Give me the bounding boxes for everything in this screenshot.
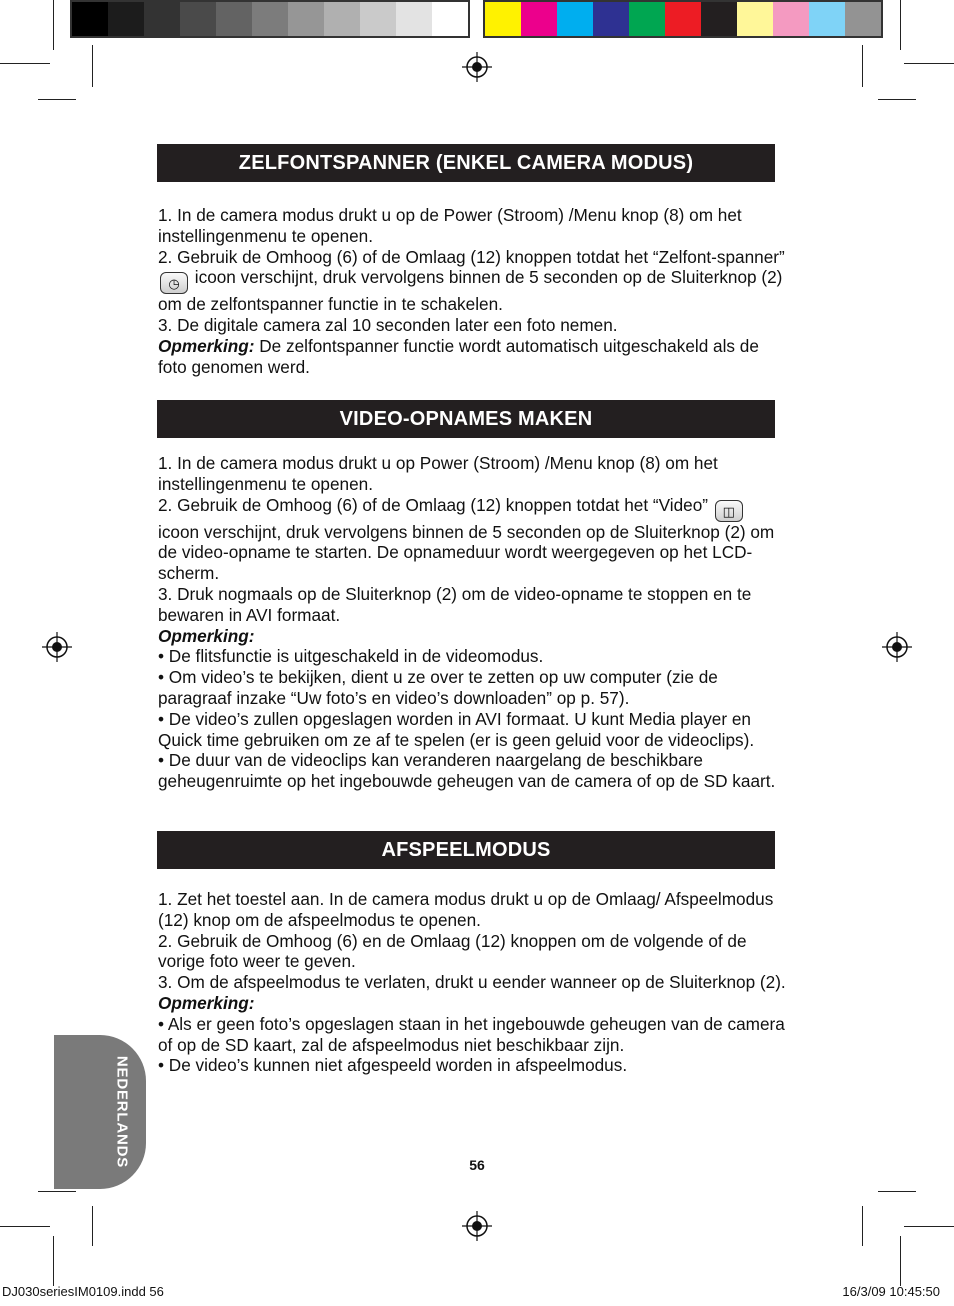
paragraph: 2. Gebruik de Omhoog (6) of de Omlaag (12) knoppen totdat het “Video” ◫ icoon verschijnt, druk vervolgens binnen de 5 seconden op de Sluiterknop (2) om de video-opname te starten. De opnameduur wordt weergegeven op het LCD-scherm. [158, 494, 775, 584]
bullet: • De duur van de videoclips kan veranderen naargelang de beschikbare geheugenruimte op het ingebouwde geheugen van de camera of op de SD kaart. [158, 750, 776, 792]
color-swatch [324, 2, 360, 36]
paragraph: 3. De digitale camera zal 10 seconden later een foto nemen. [158, 315, 618, 336]
language-tab-label: NEDERLANDS [113, 1055, 131, 1169]
color-swatch [521, 2, 557, 36]
color-swatch [665, 2, 701, 36]
color-swatch [845, 2, 881, 36]
bullet: • De video’s kunnen niet afgespeeld worden in afspeelmodus. [158, 1055, 628, 1076]
note-label: Opmerking: [158, 625, 255, 646]
paragraph: 1. In de camera modus drukt u op Power (Stroom) /Menu knop (8) om het instellingenmenu te openen. [158, 453, 718, 494]
paragraph: 2. Gebruik de Omhoog (6) en de Omlaag (12) knoppen om de volgende of de vorige foto weer te geven. [158, 930, 747, 972]
paragraph: 2. Gebruik de Omhoog (6) of de Omlaag (12) knoppen totdat het “Zelfont-spanner” ◷ icoon verschijnt, druk vervolgens binnen de 5 seconden op de Sluiterknop (2) om de zelfontspanner functie in te schakelen. [158, 246, 785, 315]
color-swatch [216, 2, 252, 36]
registration-mark-icon [462, 52, 492, 82]
color-swatch [72, 2, 108, 36]
section-header-video: VIDEO-OPNAMES MAKEN [157, 400, 775, 438]
color-swatch [629, 2, 665, 36]
self-timer-icon: ◷ [160, 272, 188, 294]
grayscale-calibration-bar [70, 0, 470, 38]
registration-mark-icon [882, 632, 912, 662]
color-swatch [593, 2, 629, 36]
date-slug: 16/3/09 10:45:50 [842, 1284, 940, 1299]
paragraph: 3. Om de afspeelmodus te verlaten, drukt u eender wanneer op de Sluiterknop (2). [158, 972, 786, 993]
bullet: • Om video’s te bekijken, dient u ze over te zetten op uw computer (zie de paragraaf inzake “Uw foto’s en video’s downloaden” op p. 57). [158, 667, 718, 708]
registration-mark-icon [462, 1211, 492, 1241]
color-swatch [396, 2, 432, 36]
color-swatch [108, 2, 144, 36]
color-swatch [557, 2, 593, 36]
paragraph: 3. Druk nogmaals op de Sluiterknop (2) om de video-opname te stoppen en te bewaren in AVI formaat. [158, 583, 752, 625]
file-slug: DJ030seriesIM0109.indd 56 [2, 1284, 164, 1299]
color-swatch [144, 2, 180, 36]
color-swatch [252, 2, 288, 36]
paragraph: 1. In de camera modus drukt u op de Power (Stroom) /Menu knop (8) om het instellingenmenu te openen. [158, 205, 742, 246]
bullet: • Als er geen foto’s opgeslagen staan in het ingebouwde geheugen van de camera of op de SD kaart, zal de afspeelmodus niet beschikbaar zijn. [158, 1013, 785, 1055]
page-number: 56 [469, 1157, 485, 1173]
section-body-playback [158, 889, 788, 1076]
color-swatch [432, 2, 468, 36]
color-swatch [485, 2, 521, 36]
section-header-self-timer: ZELFONTSPANNER (ENKEL CAMERA MODUS) [157, 144, 775, 182]
color-swatch [737, 2, 773, 36]
color-swatch [701, 2, 737, 36]
video-icon: ◫ [715, 500, 743, 522]
color-swatch [809, 2, 845, 36]
color-calibration-bar [483, 0, 883, 38]
note: Opmerking: De zelfontspanner functie wordt automatisch uitgeschakeld als de foto genomen werd. [158, 335, 759, 377]
bullet: • De video’s zullen opgeslagen worden in AVI formaat. U kunt Media player en Quick time gebruiken om ze af te spelen (er is geen geluid voor de videoclips). [158, 708, 755, 750]
section-header-playback: AFSPEELMODUS [157, 831, 775, 869]
color-swatch [360, 2, 396, 36]
section-body-self-timer [158, 205, 788, 378]
color-swatch [180, 2, 216, 36]
bullet: • De flitsfunctie is uitgeschakeld in de videomodus. [158, 646, 544, 667]
registration-mark-icon [42, 632, 72, 662]
section-body-video [158, 453, 788, 792]
paragraph: 1. Zet het toestel aan. In de camera modus drukt u op de Omlaag/ Afspeelmodus (12) knop om de afspeelmodus te openen. [158, 889, 774, 930]
color-swatch [288, 2, 324, 36]
note-label: Opmerking: [158, 992, 255, 1013]
color-swatch [773, 2, 809, 36]
